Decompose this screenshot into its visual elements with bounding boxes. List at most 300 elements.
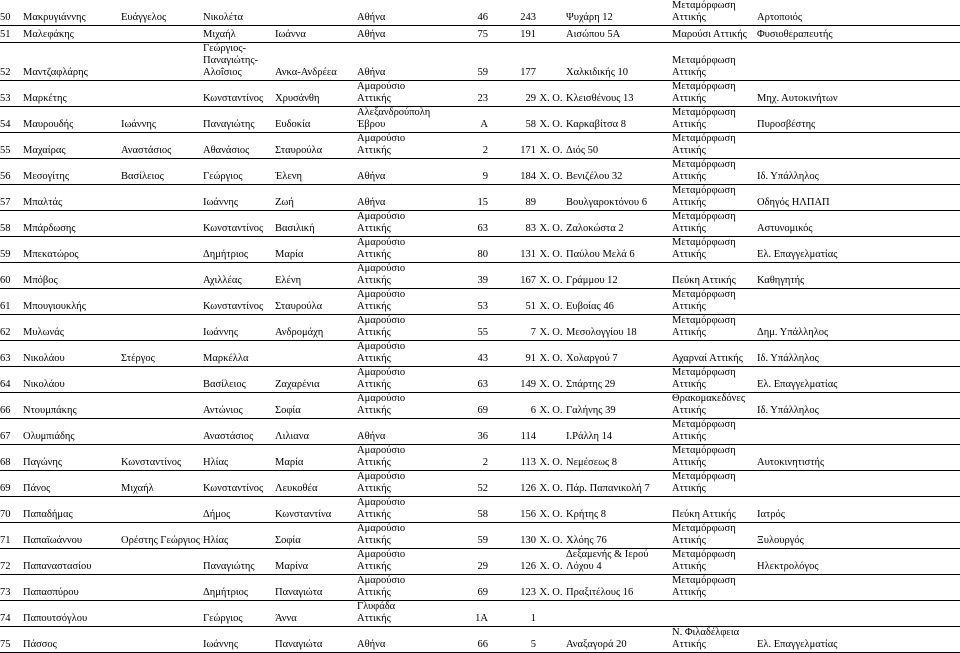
cell-first-name	[121, 393, 203, 419]
cell-surname: Παπουτσόγλου	[23, 601, 121, 627]
cell-first-name	[121, 627, 203, 653]
cell-title: Χ. Ο.	[536, 471, 566, 497]
cell-registry-number: 131	[488, 237, 536, 263]
cell-registry-number: 83	[488, 211, 536, 237]
cell-first-name: Ιωάννης	[121, 107, 203, 133]
table-row	[0, 471, 960, 497]
cell-occupation	[757, 289, 960, 315]
cell-first-name	[121, 497, 203, 523]
cell-birthplace: Αθήνα	[357, 159, 442, 185]
cell-year: 2	[442, 133, 488, 159]
cell-surname: Μαρκέτης	[23, 81, 121, 107]
cell-row-number: 54	[0, 107, 23, 133]
cell-title: Χ. Ο.	[536, 341, 566, 367]
cell-first-name	[121, 26, 203, 43]
cell-municipality: Μεταμόρφωση Αττικής	[672, 289, 757, 315]
cell-year: 69	[442, 393, 488, 419]
cell-row-number: 59	[0, 237, 23, 263]
cell-mother-name: Μαρίνα	[275, 549, 357, 575]
cell-father-name: Αντώνιος	[203, 393, 275, 419]
cell-first-name	[121, 601, 203, 627]
cell-municipality: Μεταμόρφωση Αττικής	[672, 237, 757, 263]
cell-municipality: Μεταμόρφωση Αττικής	[672, 133, 757, 159]
cell-row-number: 68	[0, 445, 23, 471]
cell-title: Χ. Ο.	[536, 81, 566, 107]
cell-registry-number: 156	[488, 497, 536, 523]
cell-surname: Παπαναστασίου	[23, 549, 121, 575]
table-row	[0, 185, 960, 211]
cell-registry-number: 7	[488, 315, 536, 341]
cell-first-name	[121, 289, 203, 315]
cell-municipality: Μεταμόρφωση Αττικής	[672, 81, 757, 107]
cell-address: Μεσολογγίου 18	[566, 315, 672, 341]
cell-father-name: Ιωάννης	[203, 315, 275, 341]
cell-father-name: Αχιλλέας	[203, 263, 275, 289]
cell-first-name	[121, 81, 203, 107]
cell-occupation: Πυροσβέστης	[757, 107, 960, 133]
cell-title	[536, 627, 566, 653]
cell-occupation	[757, 133, 960, 159]
cell-year: 53	[442, 289, 488, 315]
cell-year: 63	[442, 367, 488, 393]
cell-year: 1Α	[442, 601, 488, 627]
cell-year: 15	[442, 185, 488, 211]
cell-occupation: Ελ. Επαγγελματίας	[757, 627, 960, 653]
cell-mother-name: Παναγιώτα	[275, 627, 357, 653]
cell-year: 75	[442, 26, 488, 43]
cell-birthplace: Αμαρούσιο Αττικής	[357, 315, 442, 341]
cell-birthplace: Αμαρούσιο Αττικής	[357, 575, 442, 601]
cell-registry-number: 89	[488, 185, 536, 211]
cell-first-name	[121, 43, 203, 81]
cell-municipality: Μεταμόρφωση Αττικής	[672, 367, 757, 393]
cell-municipality: Μεταμόρφωση Αττικής	[672, 107, 757, 133]
cell-first-name: Μιχαήλ	[121, 471, 203, 497]
cell-mother-name: Ανδρομάχη	[275, 315, 357, 341]
cell-birthplace: Αμαρούσιο Αττικής	[357, 81, 442, 107]
cell-address	[566, 601, 672, 627]
cell-birthplace: Αθήνα	[357, 627, 442, 653]
cell-birthplace: Αμαρούσιο Αττικής	[357, 497, 442, 523]
cell-surname: Πάνος	[23, 471, 121, 497]
cell-row-number: 51	[0, 26, 23, 43]
cell-mother-name: Λευκοθέα	[275, 471, 357, 497]
cell-first-name	[121, 263, 203, 289]
cell-row-number: 74	[0, 601, 23, 627]
cell-registry-number: 191	[488, 26, 536, 43]
cell-municipality: Μεταμόρφωση Αττικής	[672, 211, 757, 237]
cell-address: Νεμέσεως 8	[566, 445, 672, 471]
cell-birthplace: Αμαρούσιο Αττικής	[357, 471, 442, 497]
cell-mother-name: Παναγιώτα	[275, 575, 357, 601]
cell-row-number: 61	[0, 289, 23, 315]
cell-registry-number: 91	[488, 341, 536, 367]
cell-title: Χ. Ο.	[536, 289, 566, 315]
cell-mother-name: Χρυσάνθη	[275, 81, 357, 107]
cell-surname: Μπεκατώρος	[23, 237, 121, 263]
cell-year: 58	[442, 497, 488, 523]
cell-address: Ι.Ράλλη 14	[566, 419, 672, 445]
cell-title: Χ. Ο.	[536, 523, 566, 549]
cell-mother-name: Ανκα-Ανδρέεα	[275, 43, 357, 81]
cell-municipality: Μεταμόρφωση Αττικής	[672, 185, 757, 211]
cell-father-name: Ιωάννης	[203, 627, 275, 653]
table-row	[0, 627, 960, 653]
cell-address: Κρήτης 8	[566, 497, 672, 523]
cell-occupation: Δημ. Υπάλληλος	[757, 315, 960, 341]
table-row	[0, 289, 960, 315]
cell-father-name: Γεώργιος	[203, 601, 275, 627]
cell-surname: Μαλεφάκης	[23, 26, 121, 43]
cell-title: Χ. Ο.	[536, 445, 566, 471]
cell-occupation	[757, 43, 960, 81]
cell-address: Σπάρτης 29	[566, 367, 672, 393]
cell-birthplace: Αθήνα	[357, 419, 442, 445]
cell-row-number: 69	[0, 471, 23, 497]
cell-registry-number: 184	[488, 159, 536, 185]
cell-birthplace: Αθήνα	[357, 43, 442, 81]
cell-address: Βενιζέλου 32	[566, 159, 672, 185]
cell-mother-name: Μαρία	[275, 237, 357, 263]
cell-title: Χ. Ο.	[536, 367, 566, 393]
cell-address: Καρκαβίτσα 8	[566, 107, 672, 133]
cell-municipality: Μεταμόρφωση Αττικής	[672, 445, 757, 471]
cell-mother-name: Σοφία	[275, 393, 357, 419]
cell-title: Χ. Ο.	[536, 211, 566, 237]
cell-row-number: 75	[0, 627, 23, 653]
cell-municipality: Αχαρναί Αττικής	[672, 341, 757, 367]
table-row	[0, 133, 960, 159]
cell-registry-number: 51	[488, 289, 536, 315]
cell-father-name: Παναγιώτης	[203, 549, 275, 575]
cell-row-number: 57	[0, 185, 23, 211]
cell-father-name: Αναστάσιος	[203, 419, 275, 445]
cell-surname: Ολυμπιάδης	[23, 419, 121, 445]
cell-municipality: Μεταμόρφωση Αττικής	[672, 523, 757, 549]
cell-surname: Μαχαίρας	[23, 133, 121, 159]
cell-title	[536, 601, 566, 627]
cell-address: Κλεισθένους 13	[566, 81, 672, 107]
cell-first-name: Στέργος	[121, 341, 203, 367]
table-row	[0, 341, 960, 367]
cell-title: Χ. Ο.	[536, 107, 566, 133]
cell-registry-number: 58	[488, 107, 536, 133]
cell-municipality: Μεταμόρφωση Αττικής	[672, 43, 757, 81]
table-row	[0, 159, 960, 185]
cell-mother-name: Ζωή	[275, 185, 357, 211]
cell-first-name	[121, 211, 203, 237]
table-row	[0, 107, 960, 133]
table-row	[0, 367, 960, 393]
table-row	[0, 315, 960, 341]
cell-father-name: Κωνσταντίνος	[203, 211, 275, 237]
cell-first-name: Κωνσταντίνος	[121, 445, 203, 471]
cell-address: Ψυχάρη 12	[566, 0, 672, 26]
cell-birthplace: Αθήνα	[357, 185, 442, 211]
cell-mother-name: Λιλιανα	[275, 419, 357, 445]
cell-occupation: Ελ. Επαγγελματίας	[757, 367, 960, 393]
cell-year: 52	[442, 471, 488, 497]
cell-year: 23	[442, 81, 488, 107]
cell-occupation: Ξυλουργός	[757, 523, 960, 549]
cell-address: Χλόης 76	[566, 523, 672, 549]
cell-year: 69	[442, 575, 488, 601]
cell-first-name: Βασίλειος	[121, 159, 203, 185]
cell-occupation: Ιδ. Υπάλληλος	[757, 341, 960, 367]
cell-year: Α	[442, 107, 488, 133]
table-row	[0, 601, 960, 627]
cell-surname: Παπαϊωάννου	[23, 523, 121, 549]
cell-occupation: Φυσιοθεραπευτής	[757, 26, 960, 43]
cell-address: Ευβοίας 46	[566, 289, 672, 315]
cell-occupation: Ηλεκτρολόγος	[757, 549, 960, 575]
cell-title: Χ. Ο.	[536, 549, 566, 575]
cell-row-number: 55	[0, 133, 23, 159]
cell-surname: Μπουγιουκλής	[23, 289, 121, 315]
cell-registry-number: 171	[488, 133, 536, 159]
cell-registry-number: 6	[488, 393, 536, 419]
cell-surname: Παγώνης	[23, 445, 121, 471]
table-row	[0, 81, 960, 107]
cell-father-name: Δημήτριος	[203, 237, 275, 263]
cell-title: Χ. Ο.	[536, 237, 566, 263]
cell-father-name: Μαρκέλλα	[203, 341, 275, 367]
cell-row-number: 52	[0, 43, 23, 81]
cell-birthplace: Αθήνα	[357, 26, 442, 43]
cell-occupation: Καθηγητής	[757, 263, 960, 289]
cell-mother-name: Σταυρούλα	[275, 289, 357, 315]
cell-surname: Μεσογίτης	[23, 159, 121, 185]
cell-surname: Παπαδήμας	[23, 497, 121, 523]
cell-row-number: 66	[0, 393, 23, 419]
cell-address: Δεξαμενής & Ιερού Λόχου 4	[566, 549, 672, 575]
cell-father-name: Μιχαήλ	[203, 26, 275, 43]
cell-father-name: Κωνσταντίνος	[203, 289, 275, 315]
cell-title: Χ. Ο.	[536, 159, 566, 185]
table-row	[0, 549, 960, 575]
cell-address: Ζαλοκώστα 2	[566, 211, 672, 237]
table-row	[0, 26, 960, 43]
cell-row-number: 60	[0, 263, 23, 289]
cell-birthplace: Αμαρούσιο Αττικής	[357, 393, 442, 419]
cell-birthplace: Αμαρούσιο Αττικής	[357, 211, 442, 237]
cell-mother-name: Ζαχαρένια	[275, 367, 357, 393]
cell-father-name: Παναγιώτης	[203, 107, 275, 133]
cell-registry-number: 1	[488, 601, 536, 627]
cell-surname: Νικολάου	[23, 367, 121, 393]
cell-birthplace: Αμαρούσιο Αττικής	[357, 133, 442, 159]
cell-surname: Μπόβος	[23, 263, 121, 289]
cell-father-name: Αθανάσιος	[203, 133, 275, 159]
cell-first-name	[121, 549, 203, 575]
cell-registry-number: 123	[488, 575, 536, 601]
cell-title: Χ. Ο.	[536, 497, 566, 523]
cell-occupation	[757, 575, 960, 601]
cell-mother-name: Μαρία	[275, 445, 357, 471]
cell-address: Αισώπου 5Α	[566, 26, 672, 43]
table-row	[0, 445, 960, 471]
cell-mother-name: Ελένη	[275, 263, 357, 289]
cell-address: Χολαργού 7	[566, 341, 672, 367]
cell-surname: Νικολάου	[23, 341, 121, 367]
table-row	[0, 393, 960, 419]
cell-municipality: Μεταμόρφωση Αττικής	[672, 471, 757, 497]
cell-row-number: 71	[0, 523, 23, 549]
cell-municipality: Μεταμόρφωση Αττικής	[672, 575, 757, 601]
cell-first-name: Ορέστης Γεώργιος	[121, 523, 203, 549]
cell-municipality: Ν. Φιλαδέλφεια Αττικής	[672, 627, 757, 653]
cell-occupation: Ιατρός	[757, 497, 960, 523]
cell-municipality: Μεταμόρφωση Αττικής	[672, 159, 757, 185]
cell-address: Γράμμου 12	[566, 263, 672, 289]
cell-municipality: Πεύκη Αττικής	[672, 497, 757, 523]
cell-occupation	[757, 419, 960, 445]
cell-birthplace: Αμαρούσιο Αττικής	[357, 289, 442, 315]
cell-row-number: 56	[0, 159, 23, 185]
cell-registry-number: 126	[488, 471, 536, 497]
cell-mother-name: Έλενη	[275, 159, 357, 185]
cell-municipality: Μεταμόρφωση Αττικής	[672, 0, 757, 26]
cell-title: Χ. Ο.	[536, 315, 566, 341]
table-row	[0, 43, 960, 81]
cell-row-number: 63	[0, 341, 23, 367]
cell-first-name	[121, 575, 203, 601]
table-row	[0, 0, 960, 26]
cell-mother-name	[275, 0, 357, 26]
cell-father-name: Ηλίας	[203, 523, 275, 549]
cell-registry-number: 113	[488, 445, 536, 471]
cell-surname: Ντουμπάκης	[23, 393, 121, 419]
cell-title	[536, 0, 566, 26]
cell-registry-number: 149	[488, 367, 536, 393]
cell-father-name: Νικολέτα	[203, 0, 275, 26]
cell-registry-number: 130	[488, 523, 536, 549]
cell-father-name: Γεώργιος	[203, 159, 275, 185]
table-row	[0, 263, 960, 289]
cell-title	[536, 419, 566, 445]
cell-municipality: Θρακομακεδόνες Αττικής	[672, 393, 757, 419]
cell-registry-number: 126	[488, 549, 536, 575]
cell-birthplace: Αμαρούσιο Αττικής	[357, 237, 442, 263]
cell-year: 80	[442, 237, 488, 263]
cell-row-number: 70	[0, 497, 23, 523]
cell-year: 59	[442, 523, 488, 549]
cell-registry-number: 114	[488, 419, 536, 445]
cell-father-name: Βασίλειος	[203, 367, 275, 393]
cell-father-name: Ιωάννης	[203, 185, 275, 211]
table-row	[0, 575, 960, 601]
cell-birthplace: Αμαρούσιο Αττικής	[357, 445, 442, 471]
cell-municipality: Μεταμόρφωση Αττικής	[672, 315, 757, 341]
cell-title: Χ. Ο.	[536, 575, 566, 601]
cell-occupation: Αρτοποιός	[757, 0, 960, 26]
cell-municipality	[672, 601, 757, 627]
cell-mother-name: Σταυρούλα	[275, 133, 357, 159]
cell-first-name	[121, 185, 203, 211]
cell-municipality: Πεύκη Αττικής	[672, 263, 757, 289]
cell-occupation: Ελ. Επαγγελματίας	[757, 237, 960, 263]
cell-surname: Μαυρουδής	[23, 107, 121, 133]
cell-birthplace: Αμαρούσιο Αττικής	[357, 367, 442, 393]
cell-first-name: Ευάγγελος	[121, 0, 203, 26]
cell-birthplace: Αθήνα	[357, 0, 442, 26]
cell-year: 2	[442, 445, 488, 471]
cell-first-name	[121, 367, 203, 393]
cell-first-name	[121, 315, 203, 341]
cell-row-number: 62	[0, 315, 23, 341]
cell-address: Πάρ. Παπανικολή 7	[566, 471, 672, 497]
cell-birthplace: Αμαρούσιο Αττικής	[357, 263, 442, 289]
cell-occupation: Αυτοκινητιστής	[757, 445, 960, 471]
cell-surname: Πάσσος	[23, 627, 121, 653]
cell-surname: Μαντζαφλάρης	[23, 43, 121, 81]
cell-title	[536, 185, 566, 211]
cell-registry-number: 5	[488, 627, 536, 653]
cell-mother-name: Κωνσταντίνα	[275, 497, 357, 523]
cell-row-number: 50	[0, 0, 23, 26]
cell-row-number: 64	[0, 367, 23, 393]
cell-occupation: Ιδ. Υπάλληλος	[757, 393, 960, 419]
cell-title	[536, 43, 566, 81]
cell-address: Πραξιτέλους 16	[566, 575, 672, 601]
cell-year: 66	[442, 627, 488, 653]
cell-occupation	[757, 601, 960, 627]
cell-occupation	[757, 471, 960, 497]
cell-year: 36	[442, 419, 488, 445]
cell-father-name: Κωνσταντίνος	[203, 471, 275, 497]
cell-first-name	[121, 237, 203, 263]
cell-occupation: Μηχ. Αυτοκινήτων	[757, 81, 960, 107]
table-row	[0, 523, 960, 549]
cell-birthplace: Αμαρούσιο Αττικής	[357, 523, 442, 549]
cell-address: Αναξαγορά 20	[566, 627, 672, 653]
cell-registry-number: 177	[488, 43, 536, 81]
cell-address: Διός 50	[566, 133, 672, 159]
cell-row-number: 73	[0, 575, 23, 601]
cell-birthplace: Αμαρούσιο Αττικής	[357, 549, 442, 575]
cell-birthplace: Γλυφάδα Αττικής	[357, 601, 442, 627]
cell-municipality: Μεταμόρφωση Αττικής	[672, 419, 757, 445]
cell-mother-name: Βασιλική	[275, 211, 357, 237]
cell-address: Παύλου Μελά 6	[566, 237, 672, 263]
cell-mother-name	[275, 341, 357, 367]
cell-registry-number: 167	[488, 263, 536, 289]
cell-registry-number: 29	[488, 81, 536, 107]
cell-address: Βουλγαροκτόνου 6	[566, 185, 672, 211]
cell-year: 59	[442, 43, 488, 81]
cell-father-name: Ηλίας	[203, 445, 275, 471]
cell-row-number: 67	[0, 419, 23, 445]
cell-occupation: Ιδ. Υπάλληλος	[757, 159, 960, 185]
cell-birthplace: Αμαρούσιο Αττικής	[357, 341, 442, 367]
cell-row-number: 58	[0, 211, 23, 237]
cell-registry-number: 243	[488, 0, 536, 26]
cell-year: 43	[442, 341, 488, 367]
cell-first-name: Αναστάσιος	[121, 133, 203, 159]
cell-mother-name: Ευδοκία	[275, 107, 357, 133]
cell-mother-name: Άννα	[275, 601, 357, 627]
cell-birthplace: Αλεξανδρούπολη Έβρου	[357, 107, 442, 133]
cell-surname: Μπάρδωσης	[23, 211, 121, 237]
table-row	[0, 497, 960, 523]
cell-father-name: Δήμος	[203, 497, 275, 523]
table-row	[0, 419, 960, 445]
cell-year: 63	[442, 211, 488, 237]
cell-row-number: 53	[0, 81, 23, 107]
cell-year: 46	[442, 0, 488, 26]
cell-father-name: Κωνσταντίνος	[203, 81, 275, 107]
cell-surname: Παπασπύρου	[23, 575, 121, 601]
